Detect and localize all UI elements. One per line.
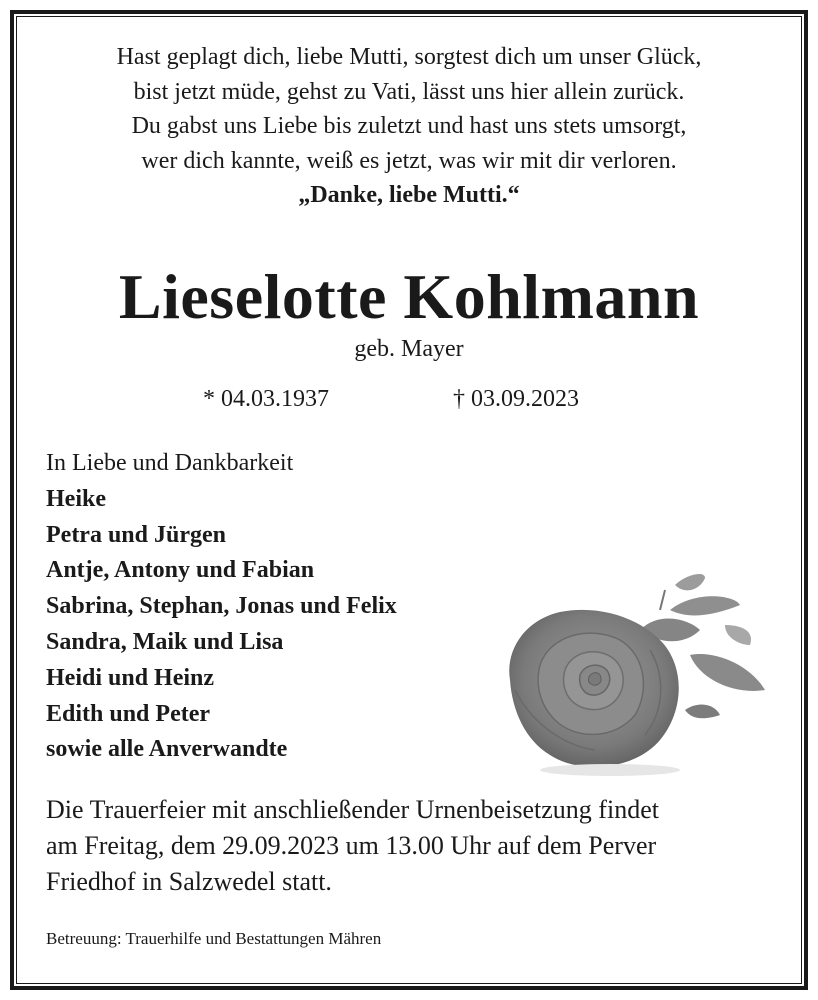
mourners-intro: In Liebe und Dankbarkeit xyxy=(46,450,294,476)
service-line: Friedhof in Salzwedel statt. xyxy=(46,867,332,896)
death-date: † 03.09.2023 xyxy=(453,386,579,412)
poem-line: Du gabst uns Liebe bis zuletzt und hast uns stets umsorgt, xyxy=(131,113,687,139)
poem xyxy=(0,40,818,213)
maiden-name: geb. Mayer xyxy=(354,336,464,362)
poem-thanks: „Danke, liebe Mutti.“ xyxy=(298,182,520,208)
birth-date: * 04.03.1937 xyxy=(203,386,329,412)
mourner-name: Sandra, Maik und Lisa xyxy=(46,628,284,655)
mourner-name: Heidi und Heinz xyxy=(46,664,215,691)
mourner-name: Edith und Peter xyxy=(46,700,211,727)
service-line: Die Trauerfeier mit anschließender Urnenbeisetzung findet xyxy=(46,795,659,824)
mourner-name: Petra und Jürgen xyxy=(46,521,226,548)
mourner-name: sowie alle Anverwandte xyxy=(46,736,288,763)
service-line: am Freitag, dem 29.09.2023 um 13.00 Uhr auf dem Perver xyxy=(46,831,657,860)
mourners-list xyxy=(46,446,397,768)
mourner-name: Antje, Antony und Fabian xyxy=(46,557,315,584)
poem-line: wer dich kannte, weiß es jetzt, was wir mit dir verloren. xyxy=(141,147,677,174)
mourner-name: Heike xyxy=(46,485,106,512)
service-info xyxy=(46,792,659,900)
funeral-home-credit: Betreuung: Trauerhilfe und Bestattungen Mähren xyxy=(46,929,382,948)
deceased-name: Lieselotte Kohlmann xyxy=(118,261,700,332)
rose-icon xyxy=(500,570,770,780)
mourner-name: Sabrina, Stephan, Jonas und Felix xyxy=(46,593,397,620)
poem-line: Hast geplagt dich, liebe Mutti, sorgtest dich um unser Glück, xyxy=(116,44,702,70)
poem-line: bist jetzt müde, gehst zu Vati, lässt uns hier allein zurück. xyxy=(133,78,685,105)
